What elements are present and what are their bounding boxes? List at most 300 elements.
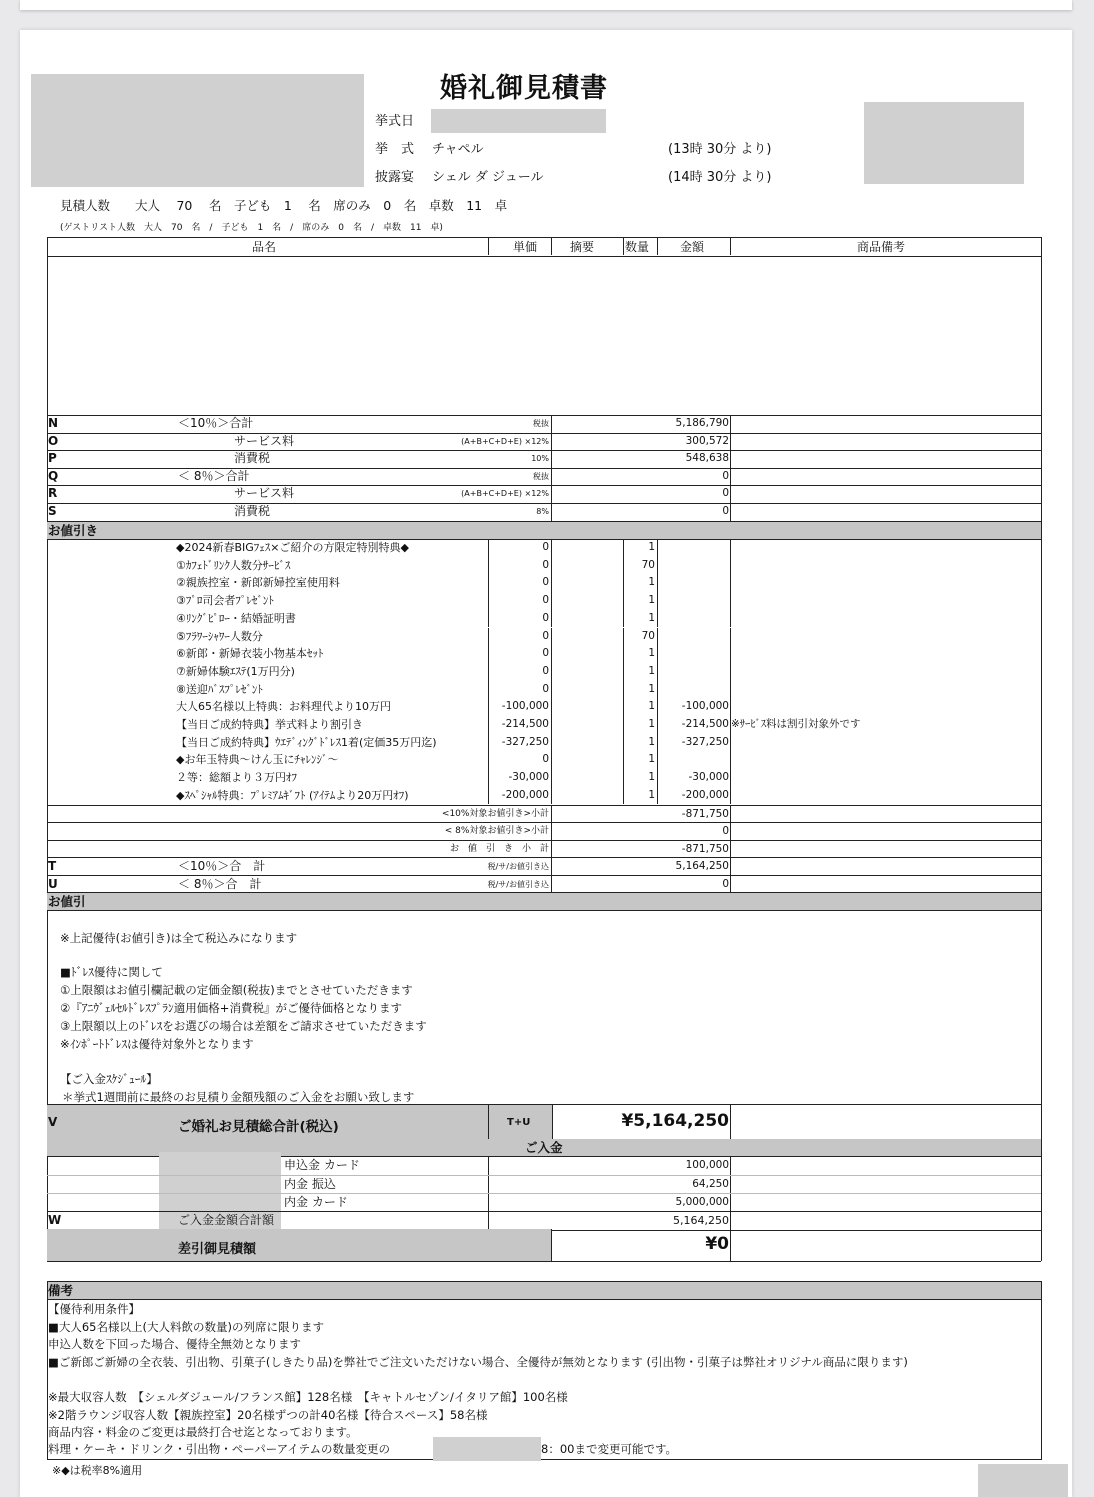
col-line <box>488 645 489 663</box>
subtotal-name: 消費税 <box>234 451 271 466</box>
discount-amount <box>657 681 729 699</box>
subtotal-note: (A+B+C+D+E) ×12% <box>461 436 549 446</box>
col-line <box>730 823 731 841</box>
discount-price: 0 <box>542 647 549 660</box>
subtotal-note: 8% <box>536 507 549 516</box>
remarks-bottom-border <box>47 1459 1042 1460</box>
col-line <box>657 681 658 699</box>
discount-row <box>47 681 1041 699</box>
discount-qty: 1 <box>648 753 655 766</box>
col-line <box>623 610 624 628</box>
col-line <box>730 1229 731 1261</box>
discount-amount <box>657 539 729 557</box>
discount-qty: 70 <box>641 558 655 571</box>
discount-subtotal-label: < 8%対象お値引き>小計 <box>444 826 549 837</box>
payment-label: 申込金 カード <box>284 1158 360 1172</box>
col-line <box>488 557 489 575</box>
payment-label: 内金 カード <box>284 1195 348 1209</box>
subtotal-amount: 0 <box>722 505 729 517</box>
col-line <box>623 751 624 769</box>
remark-line: ※2階ラウンジ収容人数【親族控室】20名様ずつの計40名様【待合スペース】58名様 <box>48 1408 488 1422</box>
payment-amount: 100,000 <box>685 1159 729 1171</box>
col-line <box>730 751 731 769</box>
header-qty: 数量 <box>625 240 650 254</box>
discount-qty: 1 <box>648 700 655 713</box>
discount-section-header <box>47 521 1041 540</box>
ceremony-time: (13時 30分 より) <box>668 142 772 157</box>
discount-remark: ※ｻｰﾋﾞｽ料は割引対象外です <box>731 718 861 730</box>
total-amount: 5,164,250 <box>675 860 729 873</box>
col-line <box>551 574 552 592</box>
col-line <box>551 450 552 468</box>
discount-section-title: お値引き <box>48 523 99 538</box>
discount-subtotal-amount: -871,750 <box>681 842 729 855</box>
col-line <box>551 787 552 805</box>
col-line <box>730 876 731 894</box>
col-line <box>730 628 731 646</box>
notes-section-title: お値引 <box>48 894 86 909</box>
discount-subtotal-label: <10%対象お値引き>小計 <box>441 808 549 819</box>
col-line <box>551 876 552 894</box>
col-line <box>623 237 624 255</box>
discount-qty: 1 <box>648 611 655 624</box>
col-line <box>551 751 552 769</box>
discount-row <box>47 751 1041 769</box>
discount-price: 0 <box>542 576 549 589</box>
balance-label: 差引御見積額 <box>178 1242 257 1257</box>
subtotal-row <box>47 450 1041 469</box>
col-line <box>730 841 731 859</box>
discount-row <box>47 716 1041 734</box>
headcount-line: 見積人数 大人 70 名 子ども 1 名 席のみ 0 名 卓数 11 卓 <box>60 198 508 213</box>
subtotal-amount: 548,638 <box>685 452 729 465</box>
discount-row <box>47 734 1041 752</box>
payment-label: 内金 振込 <box>284 1177 336 1191</box>
discount-amount: -100,000 <box>681 700 729 713</box>
notes-section-header <box>47 892 1041 911</box>
col-line <box>488 716 489 734</box>
remarks-last-right: 8：00まで変更可能です。 <box>541 1442 678 1456</box>
grand-total-code: V <box>48 1115 58 1129</box>
subtotal-name: 消費税 <box>234 504 271 518</box>
subtotal-name: サービス料 <box>234 486 295 501</box>
subtotal-row <box>47 433 1041 452</box>
col-line <box>730 592 731 610</box>
total-name: ＜10％＞合 計 <box>178 859 266 874</box>
col-line <box>623 592 624 610</box>
discount-amount <box>657 610 729 628</box>
discount-price: -327,250 <box>501 735 549 748</box>
subtotal-name: ＜10％＞合計 <box>178 416 254 430</box>
discount-qty: 1 <box>648 664 655 677</box>
discount-row <box>47 539 1041 557</box>
col-line <box>730 450 731 468</box>
discount-price: -200,000 <box>501 788 549 801</box>
col-line <box>730 1157 731 1175</box>
discount-qty: 1 <box>648 771 655 784</box>
col-line <box>657 610 658 628</box>
balance-row <box>47 1229 1041 1262</box>
discount-price: 0 <box>542 682 549 695</box>
discount-name: ④ﾘﾝｸﾞﾋﾟﾛｰ・結婚証明書 <box>176 611 296 625</box>
col-line <box>488 574 489 592</box>
redacted-remarks-date <box>433 1437 541 1461</box>
col-line <box>488 751 489 769</box>
col-line <box>730 681 731 699</box>
total-code: T <box>48 859 57 874</box>
discount-amount <box>657 557 729 575</box>
col-line <box>657 557 658 575</box>
note-line: ※ｲﾝﾎﾟｰﾄﾄﾞﾚｽは優待対象外となります <box>60 1037 254 1051</box>
col-line <box>488 769 489 787</box>
subtotal-row <box>47 485 1041 504</box>
col-line <box>730 237 731 255</box>
ceremony-date-label: 挙式日 <box>375 114 415 129</box>
discount-price: 0 <box>542 541 549 553</box>
balance-amount: ¥0 <box>705 1234 729 1254</box>
discount-amount <box>657 628 729 646</box>
discount-name: ①ｶﾌｪﾄﾞﾘﾝｸ人数分ｻｰﾋﾞｽ <box>176 558 291 572</box>
ceremony-venue: チャペル <box>432 142 484 157</box>
subtotal-amount: 0 <box>722 487 729 500</box>
col-line <box>551 841 552 859</box>
col-line <box>551 415 552 433</box>
col-line <box>551 433 552 451</box>
discount-amount <box>657 663 729 681</box>
discount-name: 【当日ご成約特典】ｳｴﾃﾞｨﾝｸﾞﾄﾞﾚｽ1着(定価35万円迄) <box>176 735 437 749</box>
col-line <box>730 858 731 876</box>
payment-amount: 5,000,000 <box>675 1196 729 1208</box>
remark-line: 【優待利用条件】 <box>48 1302 140 1316</box>
balance-label-cell <box>47 1229 552 1261</box>
col-line <box>488 681 489 699</box>
note-line: ③上限額以上のﾄﾞﾚｽをお選びの場合は差額をご請求させていただきます <box>60 1019 427 1033</box>
redacted-company-block <box>31 74 364 187</box>
discount-row <box>47 628 1041 646</box>
discount-name: ③ﾌﾟﾛ司会者ﾌﾟﾚｾﾞﾝﾄ <box>176 594 274 608</box>
discount-subtotal-row <box>47 822 1041 841</box>
subtotal-code: R <box>48 486 58 501</box>
discount-price: 0 <box>542 753 549 766</box>
subtotal-note: (A+B+C+D+E) ×12% <box>461 489 549 499</box>
col-line <box>623 716 624 734</box>
col-line <box>730 574 731 592</box>
col-line <box>623 663 624 681</box>
discount-name: ⑧送迎ﾊﾞｽﾌﾟﾚｾﾞﾝﾄ <box>176 682 263 696</box>
col-line <box>657 592 658 610</box>
col-line <box>657 751 658 769</box>
col-line <box>488 628 489 646</box>
col-line <box>730 1194 731 1212</box>
reception-venue: シェル ダ ジュール <box>432 170 544 185</box>
discount-subtotal-amount: -871,750 <box>681 807 729 820</box>
remarks-last-left: 料理・ケーキ・ドリンク・引出物・ペーパーアイテムの数量変更の <box>48 1442 391 1456</box>
col-line <box>551 681 552 699</box>
subtotal-note: 税抜 <box>533 419 549 428</box>
subtotal-row <box>47 468 1041 487</box>
col-line <box>657 716 658 734</box>
discount-amount: -30,000 <box>688 771 729 784</box>
col-line <box>657 539 658 557</box>
discount-amount <box>657 574 729 592</box>
reception-time: (14時 30分 より) <box>668 170 772 185</box>
payments-section-title: ご入金 <box>525 1140 563 1155</box>
document-title: 婚礼御見積書 <box>440 73 608 104</box>
subtotal-code: O <box>48 433 59 448</box>
col-line <box>488 734 489 752</box>
col-line <box>623 645 624 663</box>
grand-total-label: ご婚礼お見積総合計(税込) <box>178 1119 339 1135</box>
discount-price: -214,500 <box>501 718 549 730</box>
total-note: 税/サ/お値引き込 <box>487 862 549 872</box>
col-line <box>488 1212 489 1230</box>
discount-qty: 1 <box>648 735 655 748</box>
discount-amount <box>657 592 729 610</box>
discount-qty: 1 <box>648 682 655 695</box>
payment-row <box>47 1175 1041 1194</box>
subtotal-code: N <box>48 416 59 430</box>
col-line <box>488 592 489 610</box>
col-line <box>657 787 658 805</box>
table-right-border <box>1041 237 1042 1261</box>
col-line <box>730 503 731 521</box>
col-line <box>657 574 658 592</box>
remarks-section-title: 備考 <box>48 1283 74 1298</box>
col-line <box>657 698 658 716</box>
total-row <box>47 875 1041 894</box>
discount-row <box>47 663 1041 681</box>
col-line <box>623 769 624 787</box>
col-line <box>657 734 658 752</box>
discount-qty: 1 <box>648 718 655 730</box>
discount-subtotal-amount: 0 <box>722 825 729 838</box>
col-line <box>730 698 731 716</box>
grand-total-formula: T+U <box>507 1117 531 1128</box>
remark-line: ■ご新郎ご新婦の全衣装、引出物、引菓子(しきたり品)を弊社でご注文いただけない場合、全優待が無効となります (引出物・引菓子は弊社オリジナル商品に限ります) <box>48 1355 908 1369</box>
discount-subtotal-row <box>47 805 1041 824</box>
col-line <box>488 698 489 716</box>
col-line <box>551 645 552 663</box>
discount-name: ◆2024新春BIGﾌｪｽ×ご紹介の方限定特別特典◆ <box>176 541 409 554</box>
col-line <box>730 663 731 681</box>
col-line <box>623 787 624 805</box>
remark-line: 商品内容・料金のご変更は最終打合せ迄となっております。 <box>48 1425 358 1439</box>
col-line <box>730 806 731 824</box>
col-line <box>551 557 552 575</box>
discount-name: 大人65名様以上特典：お料理代より10万円 <box>176 700 391 714</box>
col-line <box>551 503 552 521</box>
header-summary: 摘要 <box>570 240 595 254</box>
subtotal-amount: 0 <box>722 469 729 482</box>
discount-amount: -327,250 <box>681 735 729 748</box>
total-amount: 0 <box>722 877 729 890</box>
col-line <box>551 485 552 503</box>
note-line: ②『ｱﾆｳﾞｪﾙｾﾙﾄﾞﾚｽﾌﾟﾗﾝ適用価格+消費税』がご優待価格となります <box>60 1001 402 1015</box>
header-remarks: 商品備考 <box>857 240 906 254</box>
discount-price: -30,000 <box>508 771 549 784</box>
subtotal-code: S <box>48 504 57 518</box>
discount-row <box>47 769 1041 787</box>
col-line <box>551 734 552 752</box>
col-line <box>623 574 624 592</box>
discount-price: 0 <box>542 611 549 624</box>
payment-total-amount: 5,164,250 <box>673 1214 729 1227</box>
note-line: ※上記優待(お値引き)は全て税込みになります <box>60 931 298 945</box>
discount-row <box>47 557 1041 575</box>
header-amount: 金額 <box>680 240 705 254</box>
discount-qty: 1 <box>648 788 655 801</box>
discount-name: ⑦新婦体験ｴｽﾃ(1万円分) <box>176 664 295 678</box>
payment-amount: 64,250 <box>692 1178 729 1190</box>
col-line <box>730 539 731 557</box>
col-line <box>730 645 731 663</box>
grand-total-amount: ¥5,164,250 <box>621 1111 729 1131</box>
table-header-row <box>47 237 1041 257</box>
discount-price: 0 <box>542 594 549 607</box>
col-line <box>730 734 731 752</box>
redacted-stamp-block <box>864 102 1024 184</box>
col-line <box>657 645 658 663</box>
col-line <box>488 539 489 557</box>
subtotal-row <box>47 503 1041 522</box>
discount-subtotal-label: お 値 引 き 小 計 <box>449 843 549 854</box>
col-line <box>623 628 624 646</box>
note-line: ＊挙式1週間前に最終のお見積り金額残額のご入金をお願い致します <box>62 1090 415 1104</box>
col-line <box>623 698 624 716</box>
guestlist-line: (ゲストリスト人数 大人 70 名 / 子ども 1 名 / 席のみ 0 名 / 卓数 11 卓) <box>60 223 443 233</box>
col-line <box>551 468 552 486</box>
remarks-right-border <box>1041 1281 1042 1459</box>
col-line <box>488 1194 489 1212</box>
col-line <box>551 806 552 824</box>
total-name: ＜ 8％＞合 計 <box>178 876 262 891</box>
discount-price: 0 <box>542 664 549 677</box>
col-line <box>551 539 552 557</box>
grand-total-row <box>47 1104 1041 1141</box>
discount-row <box>47 645 1041 663</box>
reception-label: 披露宴 <box>375 170 415 185</box>
payment-total-label: ご入金金額合計額 <box>178 1213 275 1227</box>
col-line <box>488 663 489 681</box>
col-line <box>551 237 552 255</box>
discount-amount <box>657 645 729 663</box>
col-line <box>657 628 658 646</box>
discount-name: ◆ｽﾍﾟｼｬﾙ特典：ﾌﾟﾚﾐｱﾑｷﾞﾌﾄ (ｱｲﾃﾑより20万円ｵﾌ) <box>176 788 409 802</box>
discount-name: ②親族控室・新郎新婦控室使用料 <box>176 576 340 590</box>
discount-row <box>47 787 1041 805</box>
total-note: 税/サ/お値引き込 <box>487 879 549 889</box>
col-line <box>488 1176 489 1194</box>
col-line <box>730 787 731 805</box>
ceremony-label: 挙 式 <box>375 142 415 157</box>
discount-price: 0 <box>542 629 549 642</box>
discount-name: ⑥新郎・新婦衣装小物基本ｾｯﾄ <box>176 647 324 661</box>
col-line <box>551 769 552 787</box>
discount-price: -100,000 <box>501 700 549 713</box>
col-line <box>730 557 731 575</box>
col-line <box>730 716 731 734</box>
total-row <box>47 857 1041 876</box>
col-line <box>730 485 731 503</box>
col-line <box>551 610 552 628</box>
note-line: ①上限額はお値引欄記載の定価金額(税抜)までとさせていただきます <box>60 983 413 997</box>
redacted-footer-block <box>978 1464 1068 1497</box>
col-line <box>730 468 731 486</box>
col-line <box>657 663 658 681</box>
discount-amount: -214,500 <box>681 718 729 730</box>
subtotal-name: ＜ 8％＞合計 <box>178 468 250 483</box>
discount-name: 【当日ご成約特典】挙式料より割引き <box>176 718 363 731</box>
note-line: ■ﾄﾞﾚｽ優待に関して <box>60 965 163 979</box>
col-line <box>488 1157 489 1175</box>
discount-qty: 1 <box>648 541 655 553</box>
subtotal-note: 税抜 <box>533 471 549 481</box>
col-line <box>730 610 731 628</box>
col-line <box>623 734 624 752</box>
discount-row <box>47 592 1041 610</box>
col-line <box>623 557 624 575</box>
subtotal-amount: 5,186,790 <box>675 417 729 429</box>
discount-row <box>47 698 1041 716</box>
discount-row <box>47 610 1041 628</box>
discount-qty: 1 <box>648 647 655 660</box>
col-line <box>730 433 731 451</box>
subtotal-name: サービス料 <box>234 433 295 448</box>
subtotal-code: P <box>48 451 57 466</box>
subtotal-amount: 300,572 <box>685 434 729 447</box>
col-line <box>488 237 489 255</box>
col-line <box>623 539 624 557</box>
previous-page-edge <box>20 0 1072 10</box>
discount-qty: 70 <box>641 629 655 642</box>
col-line <box>730 1212 731 1230</box>
subtotal-code: Q <box>48 468 59 483</box>
payment-row <box>47 1193 1041 1212</box>
discount-name: ⑤ﾌﾗﾜｰｼｬﾜｰ人数分 <box>176 629 263 643</box>
discount-qty: 1 <box>648 576 655 589</box>
col-line <box>623 681 624 699</box>
discount-name: ２等：総額より３万円ｵﾌ <box>176 771 297 785</box>
col-line <box>551 698 552 716</box>
col-line <box>551 823 552 841</box>
col-line <box>657 769 658 787</box>
remark-line: ※最大収容人数 【シェルダジュール/フランス館】128名様 【キャトルセゾン/イタリア館】100名様 <box>48 1390 568 1404</box>
col-line <box>551 716 552 734</box>
col-line <box>730 769 731 787</box>
discount-subtotal-row <box>47 840 1041 859</box>
col-line <box>488 787 489 805</box>
discount-name: ◆お年玉特典～けん玉にﾁｬﾚﾝｼﾞ～ <box>176 753 339 767</box>
col-line <box>488 610 489 628</box>
footnote: ※◆は税率8%適用 <box>52 1464 143 1477</box>
total-code: U <box>48 876 58 891</box>
discount-row <box>47 574 1041 592</box>
payment-total-code: W <box>48 1213 62 1227</box>
subtotal-note: 10% <box>531 454 549 464</box>
remark-line: ■大人65名様以上(大人料飲の数量)の列席に限ります <box>48 1320 324 1334</box>
subtotal-row <box>47 415 1041 434</box>
discount-amount <box>657 751 729 769</box>
header-unit-price: 単価 <box>513 240 538 254</box>
redacted-ceremony-date <box>431 109 606 133</box>
col-line <box>730 1105 731 1140</box>
col-line <box>551 628 552 646</box>
col-line <box>730 1176 731 1194</box>
col-line <box>657 237 658 255</box>
discount-price: 0 <box>542 558 549 571</box>
remark-line: 申込人数を下回った場合、優待全無効となります <box>48 1337 301 1351</box>
discount-qty: 1 <box>648 594 655 607</box>
